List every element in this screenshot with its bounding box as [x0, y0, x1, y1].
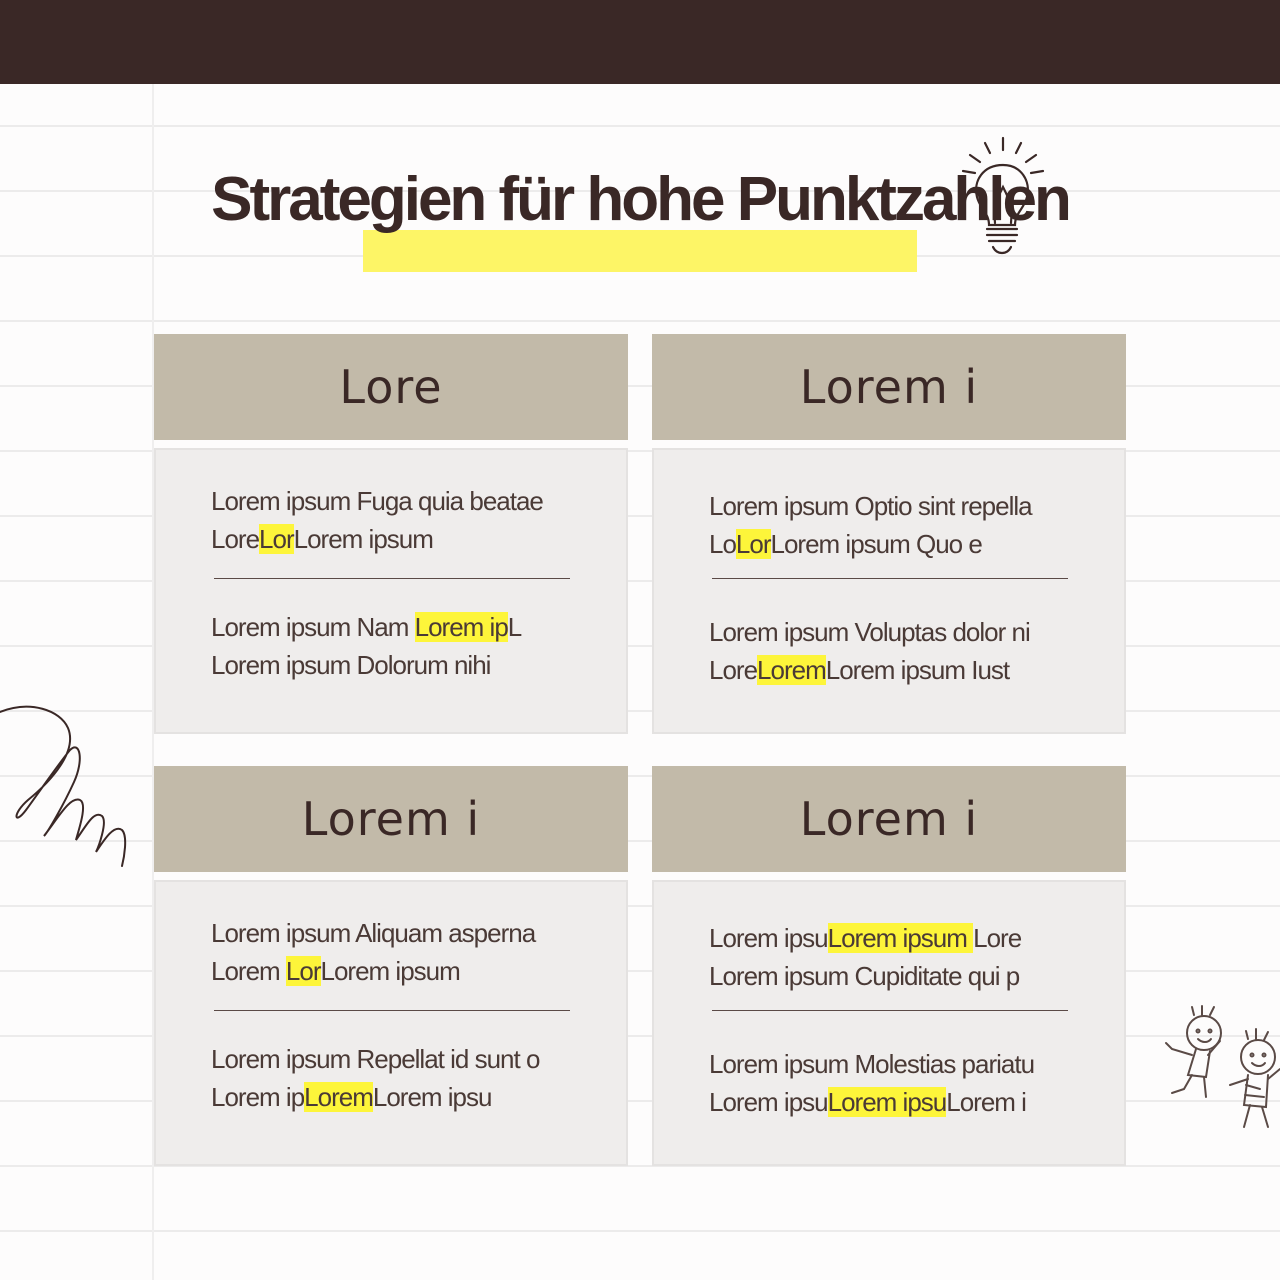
item-line [211, 952, 591, 990]
item-text: Lorem [211, 956, 286, 986]
item-text: Lorem ipsu [709, 923, 828, 953]
card-item [211, 914, 591, 990]
squiggle-doodle [0, 700, 140, 875]
item-line [211, 646, 591, 684]
highlighted-text: Lorem ipsu [827, 1087, 947, 1117]
strategy-card [652, 334, 1126, 734]
highlighted-text: Lorem [304, 1082, 373, 1112]
item-text: Lorem ipsu [372, 1082, 492, 1112]
item-line [211, 482, 591, 520]
card-heading: Lorem i [799, 360, 979, 414]
item-line [709, 487, 1089, 525]
item-text: Lorem ipsum [320, 956, 460, 986]
card-item [709, 487, 1089, 563]
item-text: Lorem ipsum Nam [211, 612, 415, 642]
top-bar [0, 0, 1280, 84]
item-text: Lore [709, 655, 758, 685]
lightbulb-icon [955, 135, 1065, 265]
item-line [211, 520, 591, 558]
item-text: Lorem ip [211, 1082, 305, 1112]
card-item [709, 613, 1089, 689]
card-item [211, 608, 591, 684]
highlighted-text: Lorem [757, 655, 826, 685]
card-body [652, 880, 1126, 1166]
card-body [154, 448, 628, 734]
item-text: Lore [211, 524, 260, 554]
item-line [211, 914, 591, 952]
item-text: Lorem ipsum Molestias pariatu [709, 1049, 1035, 1079]
item-line [211, 1078, 591, 1116]
item-text: Lorem ipsum Quo e [770, 529, 982, 559]
item-text: Lorem ipsum Iust [825, 655, 1010, 685]
card-header [154, 334, 628, 440]
item-text: Lorem i [946, 1087, 1026, 1117]
card-heading: Lore [339, 360, 443, 414]
highlighted-text: Lor [735, 529, 771, 559]
page-title: Strategien für hohe Punktzahlen [211, 165, 1069, 234]
item-text: L [507, 612, 522, 642]
item-line [211, 1040, 591, 1078]
item-divider [214, 578, 570, 579]
card-item [211, 482, 591, 558]
highlighted-text: Lor [285, 956, 321, 986]
item-text: Lore [973, 923, 1022, 953]
card-heading: Lorem i [799, 792, 979, 846]
item-text: Lorem ipsum [293, 524, 433, 554]
item-text: Lorem ipsum Fuga quia beatae [211, 486, 543, 516]
item-divider [214, 1010, 570, 1011]
item-text: Lorem ipsu [709, 1087, 828, 1117]
title-area [0, 160, 1280, 280]
item-divider [712, 1010, 1068, 1011]
item-line [709, 525, 1089, 563]
card-body [154, 880, 628, 1166]
card-header [154, 766, 628, 872]
highlighted-text: Lorem ip [414, 612, 508, 642]
item-line [211, 608, 591, 646]
card-body [652, 448, 1126, 734]
card-item [709, 1045, 1089, 1121]
card-item [211, 1040, 591, 1116]
item-text: Lo [709, 529, 736, 559]
card-header [652, 766, 1126, 872]
item-text: Lorem ipsum Aliquam asperna [211, 918, 536, 948]
card-item [709, 919, 1089, 995]
item-line [709, 651, 1089, 689]
strategy-card [154, 334, 628, 734]
highlighted-text: Lorem ipsum [827, 923, 974, 953]
item-line [709, 1045, 1089, 1083]
item-text: Lorem ipsum Repellat id sunt o [211, 1044, 540, 1074]
highlighted-text: Lor [259, 524, 294, 554]
card-header [652, 334, 1126, 440]
item-text: Lorem ipsum Dolorum nihi [211, 650, 491, 680]
item-divider [712, 578, 1068, 579]
item-line [709, 1083, 1089, 1121]
item-text: Lorem ipsum Cupiditate qui p [709, 961, 1020, 991]
item-line [709, 957, 1089, 995]
item-text: Lorem ipsum Optio sint repella [709, 491, 1032, 521]
item-line [709, 919, 1089, 957]
item-text: Lorem ipsum Voluptas dolor ni [709, 617, 1030, 647]
card-heading: Lorem i [301, 792, 481, 846]
strategy-card [652, 766, 1126, 1166]
kids-doodle [1148, 1005, 1280, 1135]
strategy-card [154, 766, 628, 1166]
item-line [709, 613, 1089, 651]
